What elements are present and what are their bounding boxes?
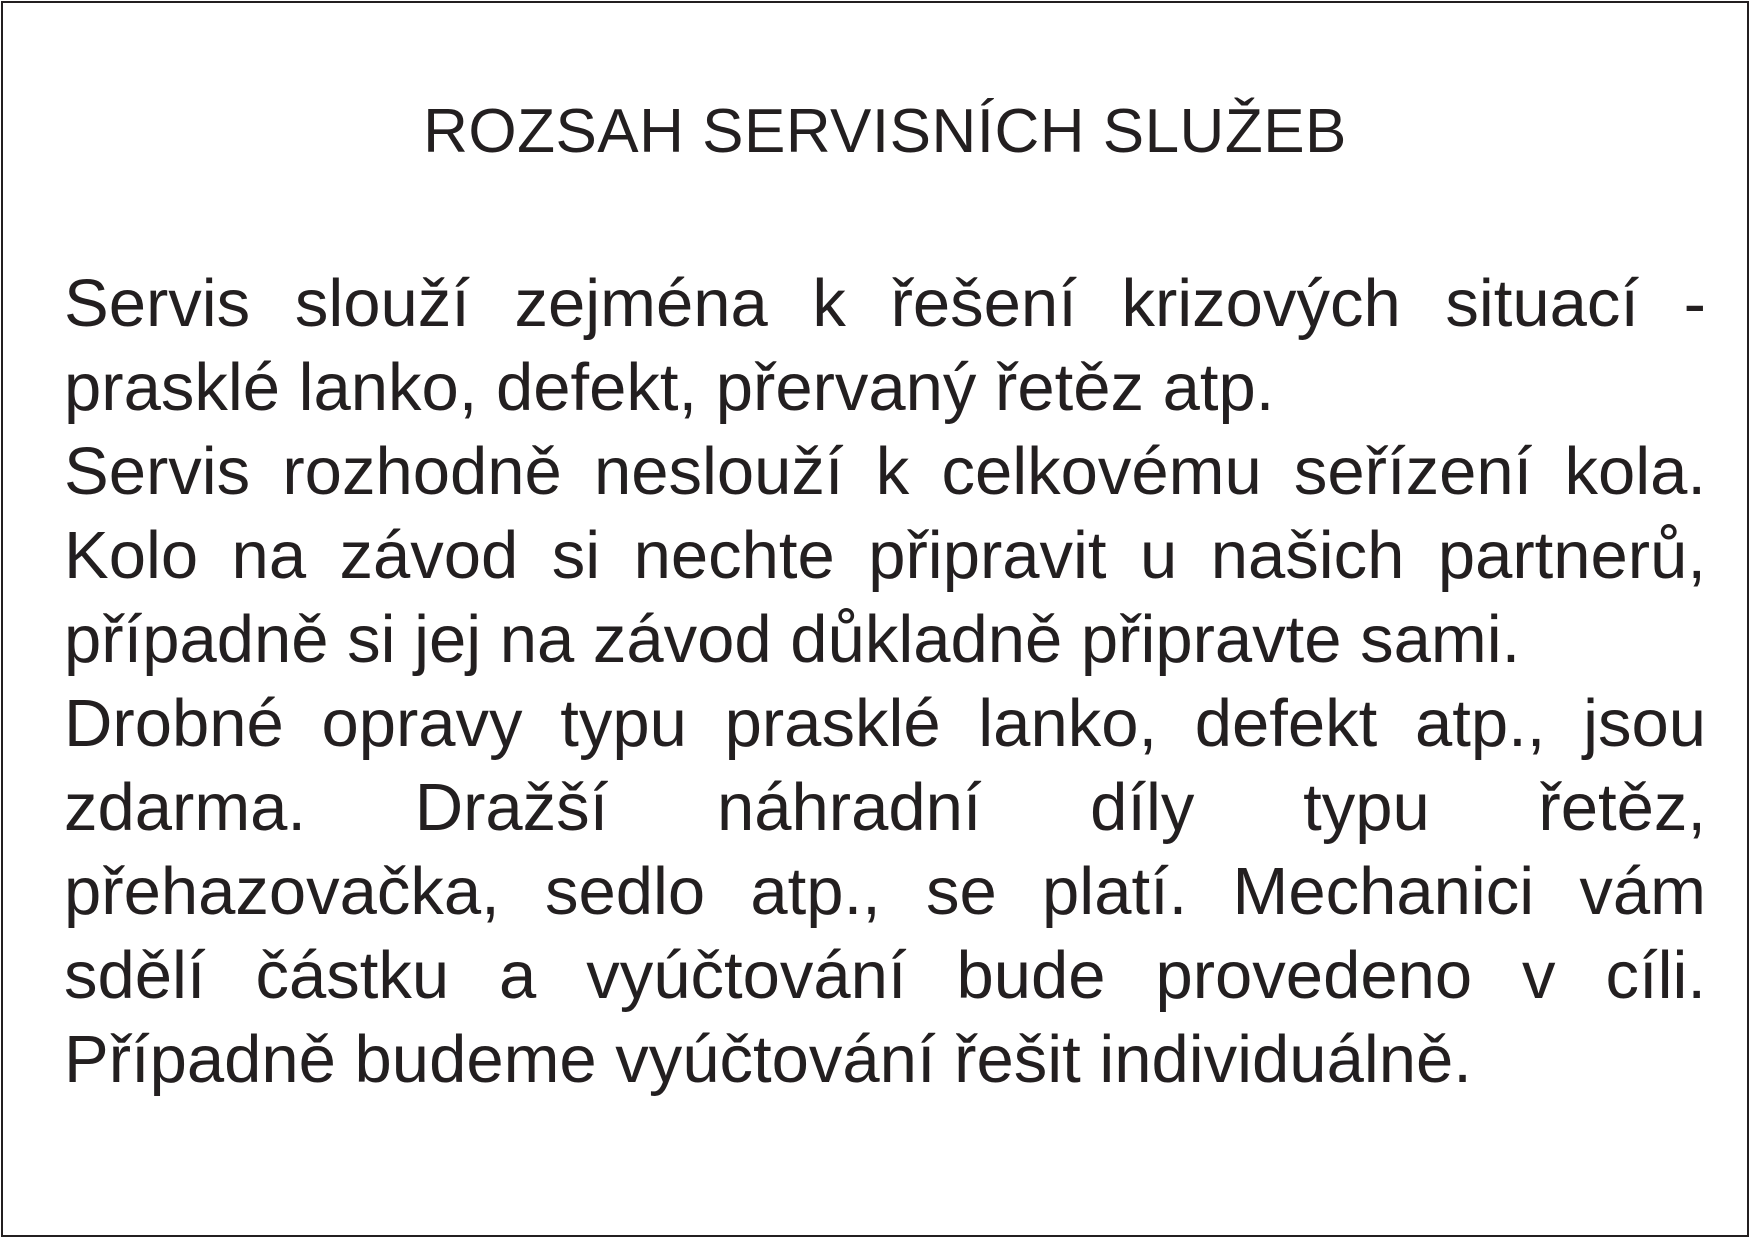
notice-title: ROZSAH SERVISNÍCH SLUŽEB	[423, 97, 1347, 166]
paragraph-crisis-service: Servis slouží zejména k řešení krizových situací - prasklé lanko, defekt, přervaný řetěz atp.	[64, 266, 1706, 425]
paragraph-no-full-adjustment: Servis rozhodně neslouží k celkovému seřízení kola. Kolo na závod si nechte připravit u našich partnerů, případně si jej na závod důkladně připravte sami.	[64, 434, 1706, 677]
paragraph-pricing: Drobné opravy typu prasklé lanko, defekt atp., jsou zdarma. Dražší náhradní díly typu řetěz, přehazovačka, sedlo atp., se platí. Mechanici vám sdělí částku a vyúčtování bude provedeno v cíli. Případně budeme vyúčtování řešit individuálně.	[64, 686, 1706, 1097]
notice-body	[64, 262, 1706, 1102]
